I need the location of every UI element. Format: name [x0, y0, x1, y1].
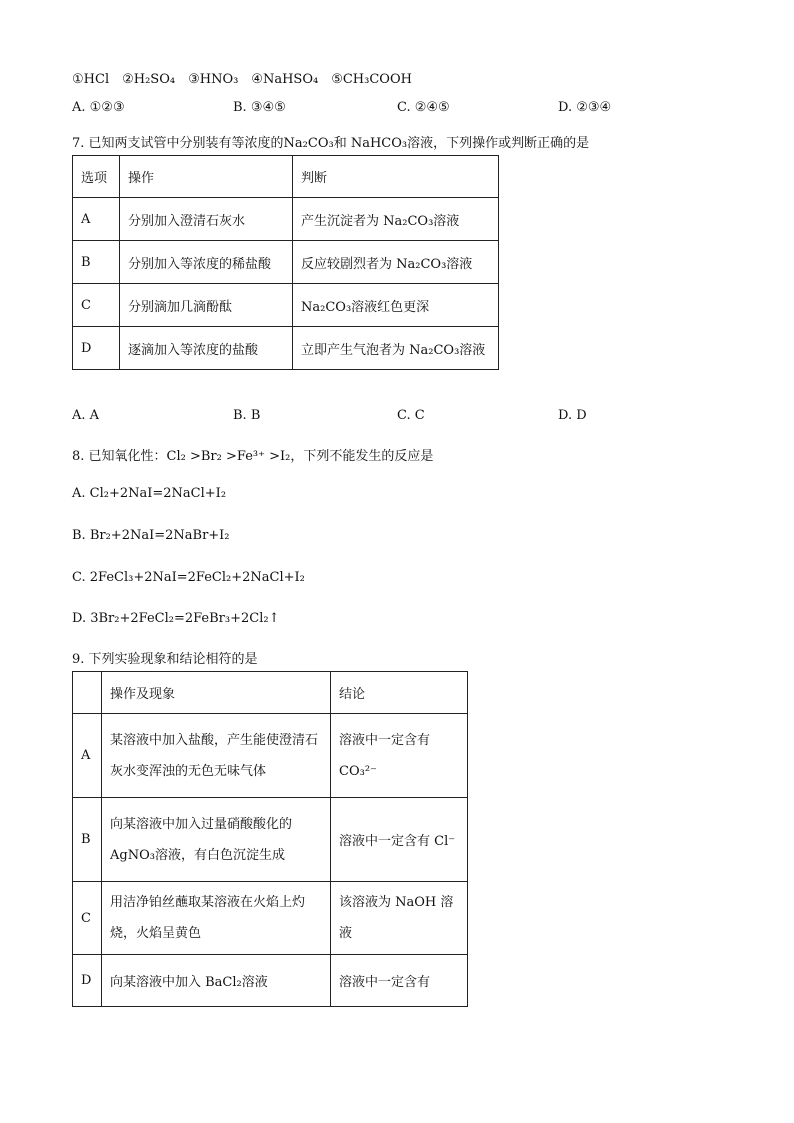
q7-cell-judgment: Na₂CO₃溶液红色更深	[293, 284, 499, 327]
q7-row-d	[73, 327, 499, 370]
q7-cell-operation: 分别加入等浓度的稀盐酸	[120, 241, 293, 284]
q7-header-judgment: 判断	[293, 156, 499, 198]
q9-cell-operation: 某溶液中加入盐酸，产生能使澄清石灰水变浑浊的无色无味气体	[102, 714, 331, 798]
q7-header-row	[73, 156, 499, 198]
q9-cell-conclusion: 溶液中一定含有 CO₃²⁻	[331, 714, 468, 798]
q8-option-c: C. 2FeCl₃+2NaI=2FeCl₂+2NaCl+I₂	[72, 570, 305, 585]
q9-row-c	[73, 882, 468, 955]
q9-cell-conclusion: 溶液中一定含有 Cl⁻	[331, 798, 468, 882]
q7-option-b: B. B	[233, 408, 261, 423]
q7-row-a	[73, 198, 499, 241]
q7-option-c: C. C	[397, 408, 425, 423]
q7-header-operation: 操作	[120, 156, 293, 198]
q9-cell-operation: 向某溶液中加入 BaCl₂溶液	[102, 955, 331, 1007]
q9-table	[72, 671, 468, 1007]
q9-cell-label: B	[73, 798, 102, 882]
q9-cell-conclusion: 该溶液为 NaOH 溶液	[331, 882, 468, 955]
q9-header-row	[73, 672, 468, 714]
q6-items: ①HCl ②H₂SO₄ ③HNO₃ ④NaHSO₄ ⑤CH₃COOH	[72, 72, 412, 87]
q7-cell-judgment: 立即产生气泡者为 Na₂CO₃溶液	[293, 327, 499, 370]
q9-cell-conclusion: 溶液中一定含有	[331, 955, 468, 1007]
q6-option-c: C. ②④⑤	[397, 100, 450, 115]
q7-cell-operation: 分别滴加几滴酚酞	[120, 284, 293, 327]
q9-cell-operation: 用洁净铂丝蘸取某溶液在火焰上灼烧，火焰呈黄色	[102, 882, 331, 955]
q7-option-a: A. A	[72, 408, 100, 423]
q7-cell-label: C	[73, 284, 120, 327]
q7-cell-label: B	[73, 241, 120, 284]
q7-row-c	[73, 284, 499, 327]
q9-row-a	[73, 714, 468, 798]
q6-option-d: D. ②③④	[558, 100, 612, 115]
q8-option-a: A. Cl₂+2NaI=2NaCl+I₂	[72, 486, 227, 501]
q9-cell-label: D	[73, 955, 102, 1007]
q7-header-option: 选项	[73, 156, 120, 198]
q9-cell-label: C	[73, 882, 102, 955]
q7-cell-operation: 分别加入澄清石灰水	[120, 198, 293, 241]
q9-header-conclusion: 结论	[331, 672, 468, 714]
q8-stem: 8. 已知氧化性：Cl₂ >Br₂ >Fe³⁺ >I₂，下列不能发生的反应是	[72, 449, 434, 464]
q9-cell-label: A	[73, 714, 102, 798]
q7-cell-operation: 逐滴加入等浓度的盐酸	[120, 327, 293, 370]
q6-option-b: B. ③④⑤	[233, 100, 286, 115]
q9-header-blank	[73, 672, 102, 714]
q9-row-b	[73, 798, 468, 882]
q9-row-d	[73, 955, 468, 1007]
q7-stem: 7. 已知两支试管中分别装有等浓度的Na₂CO₃和 NaHCO₃溶液，下列操作或判断正确的是	[72, 136, 590, 151]
q6-option-a: A. ①②③	[72, 100, 125, 115]
q9-header-operation: 操作及现象	[102, 672, 331, 714]
q9-cell-operation: 向某溶液中加入过量硝酸酸化的 AgNO₃溶液，有白色沉淀生成	[102, 798, 331, 882]
q7-cell-judgment: 产生沉淀者为 Na₂CO₃溶液	[293, 198, 499, 241]
q9-stem: 9. 下列实验现象和结论相符的是	[72, 652, 258, 667]
q7-cell-label: A	[73, 198, 120, 241]
q7-row-b	[73, 241, 499, 284]
q8-option-d: D. 3Br₂+2FeCl₂=2FeBr₃+2Cl₂↑	[72, 611, 280, 626]
q7-cell-judgment: 反应较剧烈者为 Na₂CO₃溶液	[293, 241, 499, 284]
q7-cell-label: D	[73, 327, 120, 370]
q7-option-d: D. D	[558, 408, 587, 423]
q8-option-b: B. Br₂+2NaI=2NaBr+I₂	[72, 528, 230, 543]
q7-table	[72, 155, 499, 370]
